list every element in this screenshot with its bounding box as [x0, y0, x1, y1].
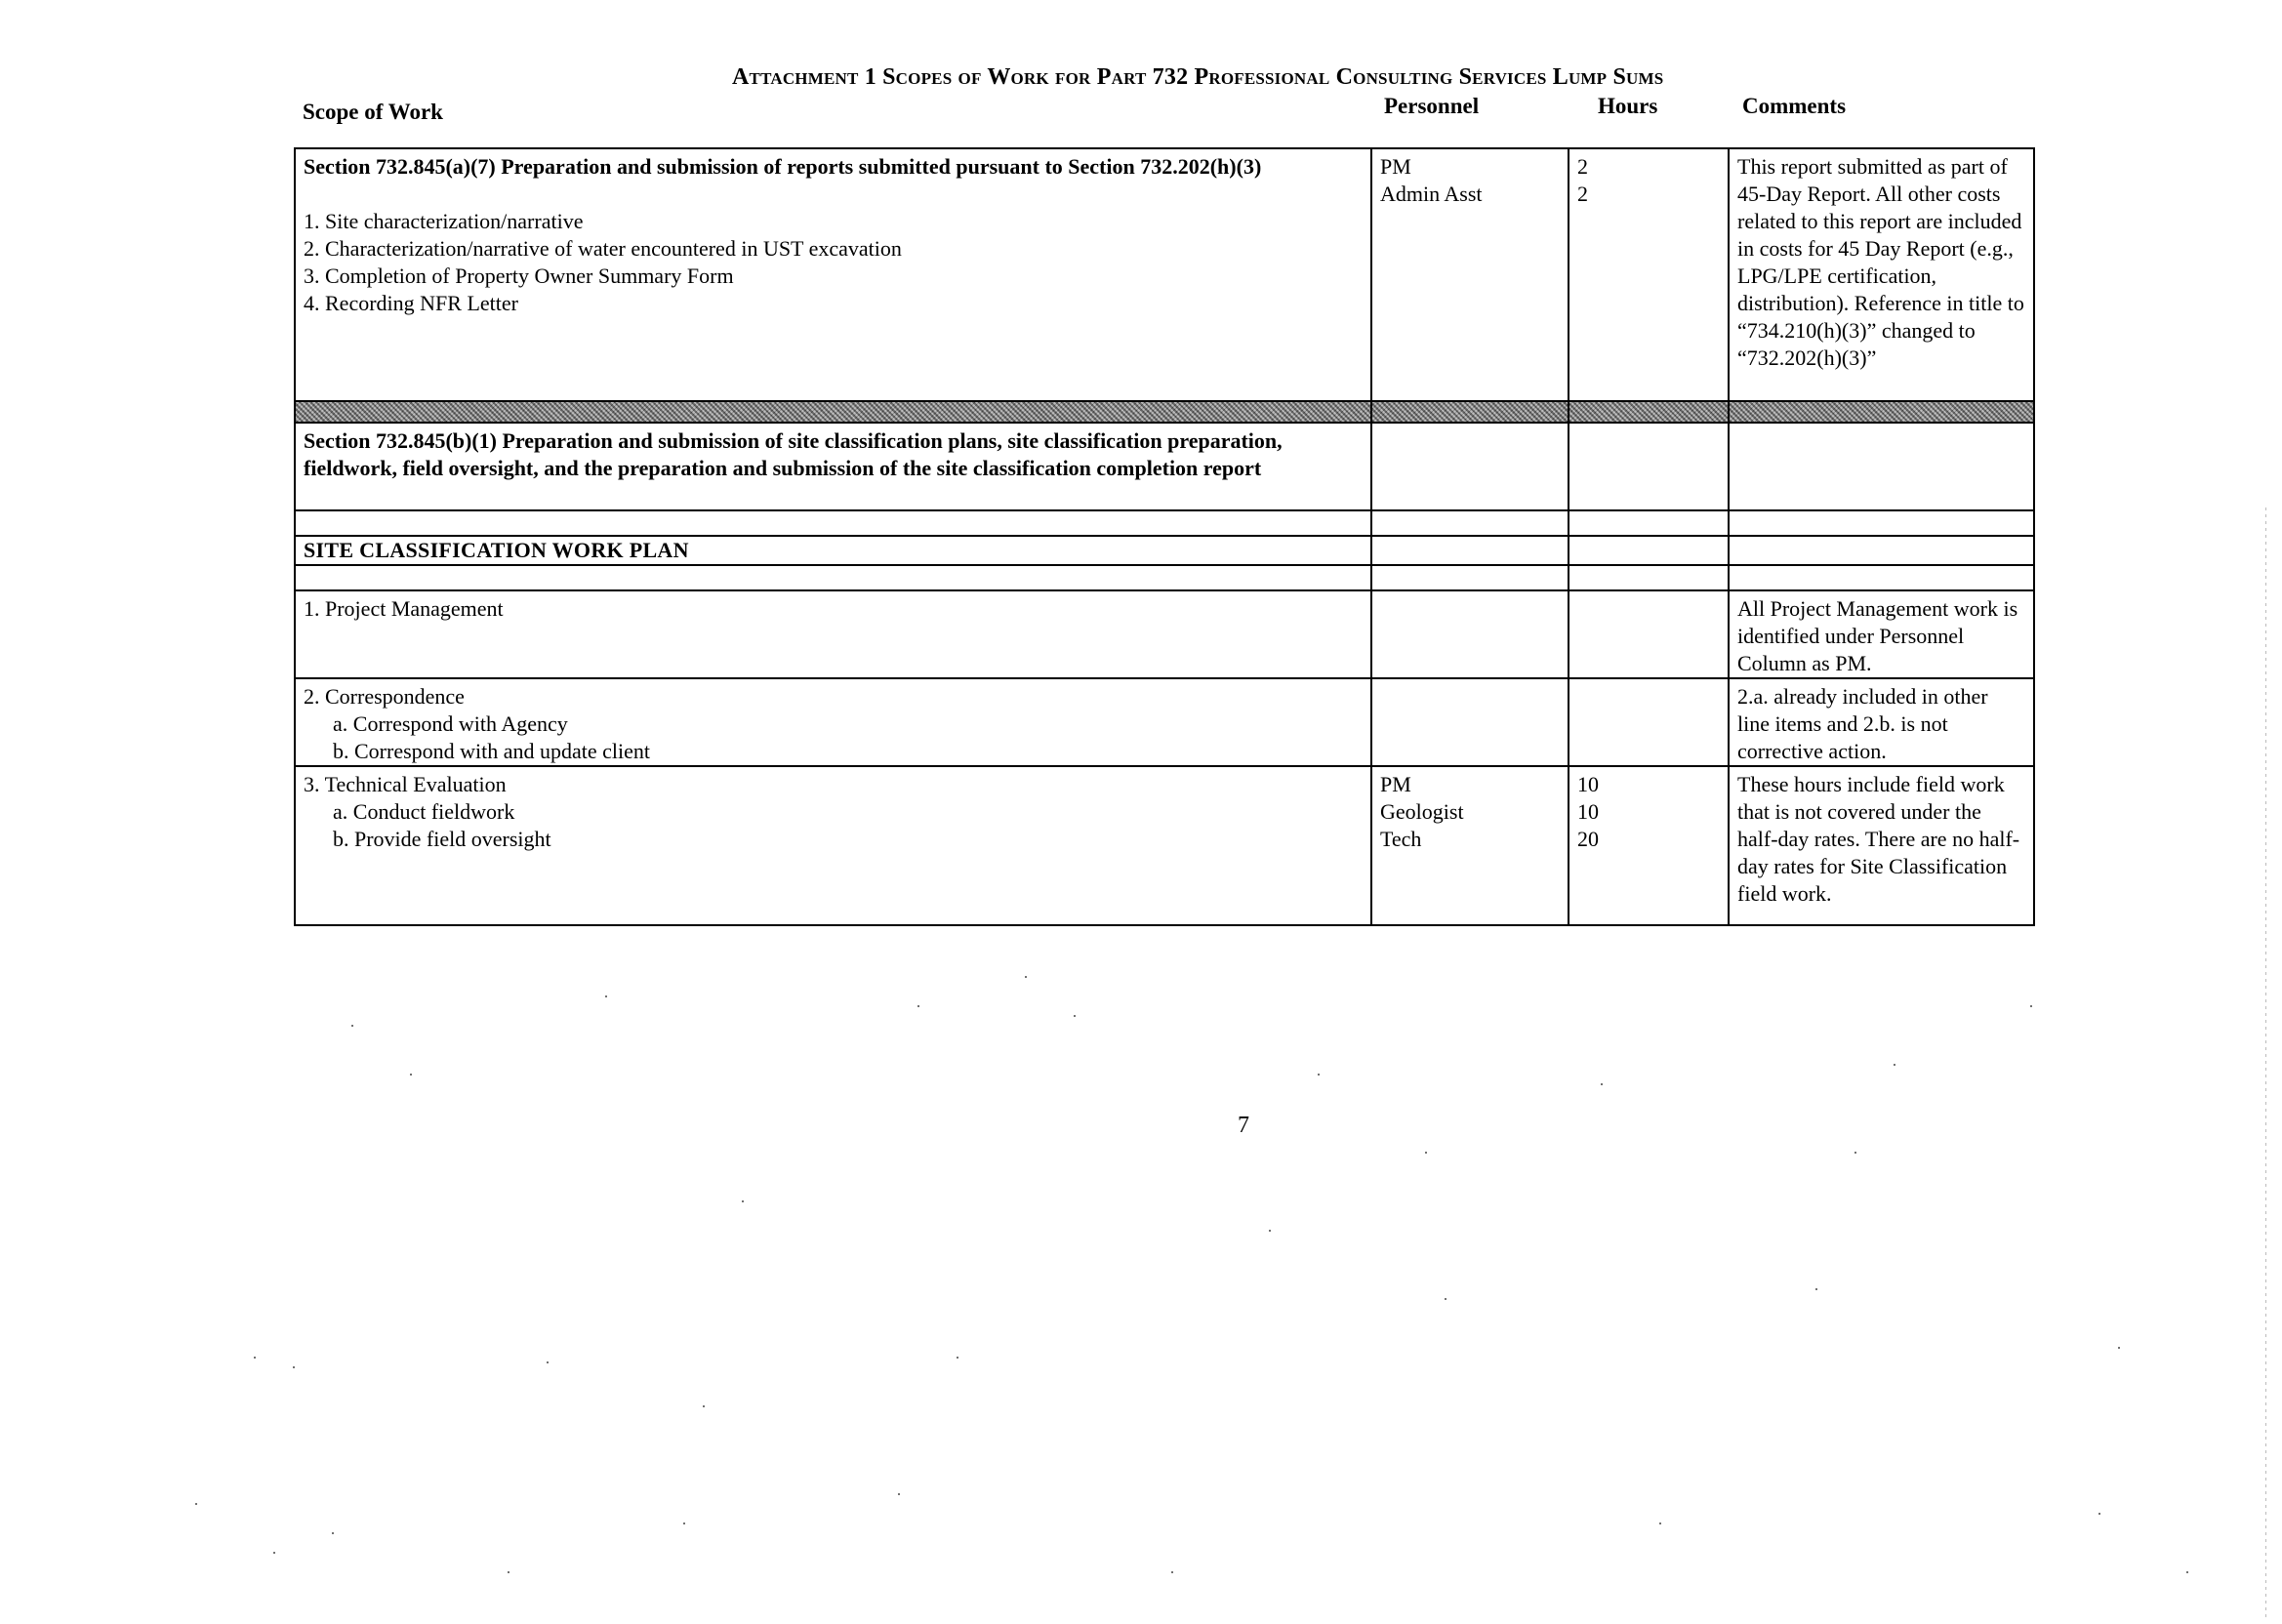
list-item: 2. Characterization/narrative of water encountered in UST excavation	[304, 236, 902, 261]
shaded-cell	[1371, 401, 1569, 423]
speckle	[605, 995, 607, 997]
speckle	[254, 1357, 256, 1359]
speckle	[1601, 1083, 1603, 1085]
sub-item: b. Provide field oversight	[333, 827, 551, 851]
speckle	[683, 1522, 685, 1524]
personnel-entry: Geologist	[1380, 799, 1464, 824]
section-heading-classification: Section 732.845(b)(1) Preparation and submission of site classification plans, site classification preparation, fieldwork, field oversight, and the preparation and submission of the site classification completion report	[304, 428, 1283, 480]
speckle	[1445, 1298, 1447, 1300]
blank-row	[295, 510, 2034, 536]
speckle	[2099, 1513, 2100, 1515]
personnel-entry: PM	[1380, 154, 1411, 179]
comments-cell	[1729, 766, 2034, 925]
comment-text: These hours include field work that is not covered under the half-day rates. There are no half-day rates for Site Classification field work.	[1737, 772, 2020, 906]
column-header-comments: Comments	[1742, 94, 1847, 118]
comment-text: All Project Management work is identified under Personnel Column as PM.	[1737, 596, 2018, 675]
work-plan-heading: SITE CLASSIFICATION WORK PLAN	[304, 538, 689, 562]
speckle	[508, 1571, 509, 1573]
section-heading-report: Section 732.845(a)(7) Preparation and submission of reports submitted pursuant to Section 732.202(h)(3)	[304, 154, 1262, 179]
speckle	[898, 1493, 900, 1495]
page-number: 7	[1238, 1113, 1249, 1138]
list-item: 1. Site characterization/narrative	[304, 209, 584, 233]
hours-cell	[1569, 678, 1729, 766]
correspondence-sublist	[304, 710, 1363, 765]
report-item-list	[304, 208, 1363, 317]
personnel-entry: Admin Asst	[1380, 182, 1483, 206]
speckle	[547, 1361, 549, 1363]
shaded-cell	[1729, 401, 2034, 423]
scope-cell	[295, 766, 1371, 925]
scope-of-work-table	[294, 147, 2035, 926]
sub-item: a. Correspond with Agency	[333, 711, 568, 736]
comments-cell	[1729, 678, 2034, 766]
speckle	[273, 1552, 275, 1554]
column-header-personnel: Personnel	[1384, 94, 1480, 118]
scope-cell	[295, 536, 1371, 565]
item-label-correspondence: 2. Correspondence	[304, 684, 465, 709]
comments-cell	[1729, 423, 2034, 510]
speckle	[742, 1200, 744, 1202]
hours-entry: 20	[1577, 827, 1599, 851]
speckle	[703, 1405, 705, 1407]
speckle	[1425, 1152, 1427, 1154]
speckle	[1854, 1152, 1856, 1154]
table-row-report	[295, 148, 2034, 401]
hours-entry: 10	[1577, 772, 1599, 796]
list-item: 4. Recording NFR Letter	[304, 291, 518, 315]
speckle	[1659, 1522, 1661, 1524]
shaded-cell	[1569, 401, 1729, 423]
scope-cell	[295, 590, 1371, 678]
personnel-cell	[1371, 590, 1569, 678]
table-row-classification	[295, 423, 2034, 510]
hours-entry: 2	[1577, 154, 1588, 179]
hours-entry: 2	[1577, 182, 1588, 206]
hours-cell	[1569, 423, 1729, 510]
list-item: 3. Completion of Property Owner Summary Form	[304, 264, 734, 288]
speckle	[2030, 1005, 2032, 1007]
personnel-entry: PM	[1380, 772, 1411, 796]
personnel-cell	[1371, 766, 1569, 925]
sub-item: a. Conduct fieldwork	[333, 799, 515, 824]
blank-row	[295, 565, 2034, 590]
speckle	[293, 1366, 295, 1368]
personnel-cell	[1371, 678, 1569, 766]
hours-entry: 10	[1577, 799, 1599, 824]
comment-text: 2.a. already included in other line items and 2.b. is not corrective action.	[1737, 684, 1988, 763]
speckle	[410, 1074, 412, 1076]
table-row-technical-evaluation	[295, 766, 2034, 925]
table-row-correspondence	[295, 678, 2034, 766]
speckle	[1815, 1288, 1817, 1290]
personnel-entry: Tech	[1380, 827, 1422, 851]
speckle	[957, 1357, 958, 1359]
speckle	[332, 1532, 334, 1534]
hours-cell	[1569, 766, 1729, 925]
item-label-technical-evaluation: 3. Technical Evaluation	[304, 772, 507, 796]
hours-cell	[1569, 148, 1729, 401]
comments-cell	[1729, 148, 2034, 401]
column-header-hours: Hours	[1598, 94, 1658, 118]
scope-cell	[295, 423, 1371, 510]
column-header-scope: Scope of Work	[303, 100, 443, 124]
shaded-separator-row	[295, 401, 2034, 423]
comment-text: This report submitted as part of 45-Day Report. All other costs related to this report are included in costs for 45 Day Report (e.g., LPG/LPE certification, distribution). Reference in title to “734.210(h)(3)” changed to “732.202(h)(3)”	[1737, 154, 2024, 370]
personnel-cell	[1371, 423, 1569, 510]
scope-cell	[295, 678, 1371, 766]
technical-sublist	[304, 798, 1363, 853]
speckle	[1894, 1064, 1895, 1066]
scope-cell	[295, 148, 1371, 401]
speckle	[1074, 1015, 1076, 1017]
sub-item: b. Correspond with and update client	[333, 739, 651, 763]
document-title: Attachment 1 Scopes of Work for Part 732 Professional Consulting Services Lump Sums	[732, 64, 1664, 90]
comments-cell	[1729, 590, 2034, 678]
hours-cell	[1569, 590, 1729, 678]
speckle	[2186, 1571, 2188, 1573]
speckle	[1171, 1571, 1173, 1573]
speckle	[1269, 1230, 1271, 1232]
speckle	[195, 1503, 197, 1505]
table-row-project-management	[295, 590, 2034, 678]
item-label-project-management: 1. Project Management	[304, 596, 504, 621]
scan-edge-line	[2265, 508, 2266, 1620]
speckle	[1318, 1074, 1320, 1076]
speckle	[351, 1025, 353, 1027]
speckle	[2118, 1347, 2120, 1349]
table-row-work-plan	[295, 536, 2034, 565]
speckle	[917, 1005, 919, 1007]
shaded-cell	[295, 401, 1371, 423]
personnel-cell	[1371, 148, 1569, 401]
speckle	[1025, 976, 1027, 978]
